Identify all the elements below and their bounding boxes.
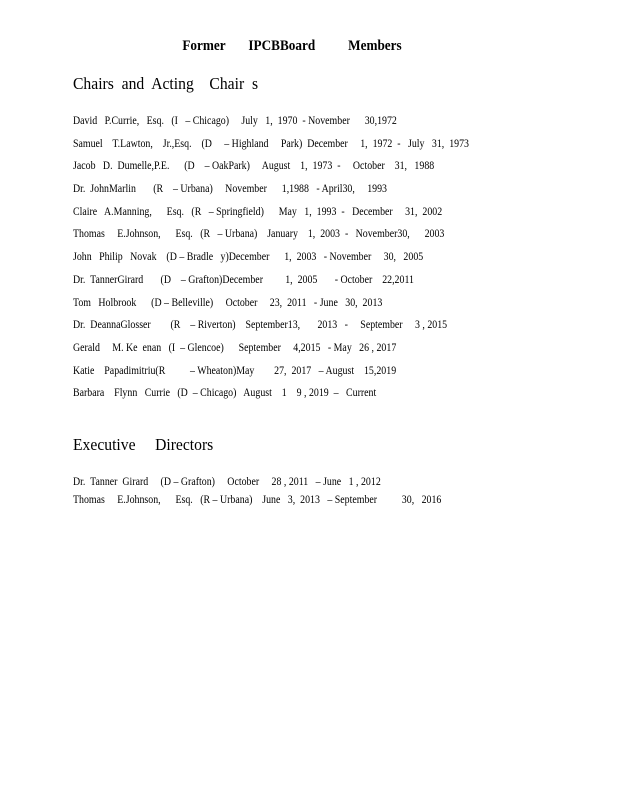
director-entry: Thomas E.Johnson, Esq. (R – Urbana) June 3, 2013 – September 30, 2016 — [73, 494, 442, 506]
chair-entry: Samuel T.Lawton, Jr.,Esq. (D – Highland Park) December 1, 1972 - July 31, 1973 — [73, 137, 470, 150]
chairs-list — [73, 110, 533, 405]
chair-entry: John Philip Novak (D – Bradle y)December 1, 2003 - November 30, 2005 — [73, 251, 424, 264]
document-title: Former IPCBBoard Members — [182, 38, 402, 54]
director-entry: Dr. Tanner Girard (D – Grafton) October 28 , 2011 – June 1 , 2012 — [73, 476, 381, 488]
directors-list — [73, 473, 501, 509]
chairs-section-heading: Chairs and Acting Chair s — [73, 74, 259, 93]
chair-entry: Claire A.Manning, Esq. (R – Springfield) May 1, 1993 - December 31, 2002 — [73, 205, 443, 218]
chair-entry: Thomas E.Johnson, Esq. (R – Urbana) January 1, 2003 - November30, 2003 — [73, 228, 445, 241]
chair-entry: Tom Holbrook (D – Belleville) October 23, 2011 - June 30, 2013 — [73, 296, 383, 309]
chair-entry: Barbara Flynn Currie (D – Chicago) August 1 9 , 2019 – Current — [73, 387, 377, 400]
chair-entry: David P.Currie, Esq. (I – Chicago) July 1, 1970 - November 30,1972 — [73, 115, 397, 127]
chair-entry: Jacob D. Dumelle,P.E. (D – OakPark) August 1, 1973 - October 31, 1988 — [73, 160, 435, 173]
chair-entry: Dr. TannerGirard (D – Grafton)December 1, 2005 - October 22,2011 — [73, 273, 414, 286]
chair-entry: Dr. DeannaGlosser (R – Riverton) September13, 2013 - September 3 , 2015 — [73, 319, 448, 332]
chair-entry: Dr. JohnMarlin (R – Urbana) November 1,1988 - April30, 1993 — [73, 183, 387, 196]
directors-section-heading: Executive Directors — [73, 435, 214, 454]
chair-entry: Gerald M. Ke enan (I – Glencoe) September 4,2015 - May 26 , 2017 — [73, 341, 397, 354]
chair-entry: Katie Papadimitriu(R – Wheaton)May 27, 2017 – August 15,2019 — [73, 364, 397, 377]
